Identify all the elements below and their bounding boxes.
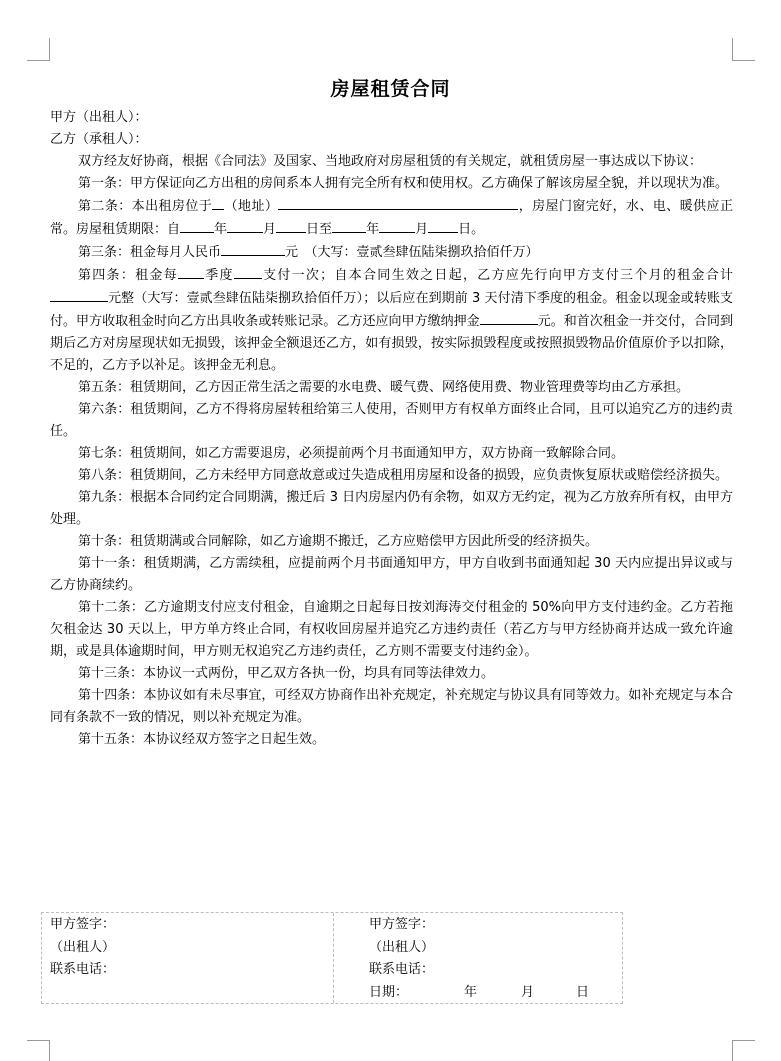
clause-4-text-c: 支付一次；自本合同生效之日起，乙方应先行向甲方支付三个月的租金合计	[261, 268, 733, 283]
blank	[212, 195, 224, 210]
address-blank	[278, 195, 518, 210]
signature-left-column	[50, 914, 115, 982]
clause-2-text-a: 第二条：本出租房位于	[78, 199, 213, 214]
blank	[178, 264, 204, 279]
intro-paragraph: 双方经友好协商，根据《合同法》及国家、当地政府对房屋租赁的有关规定，就租赁房屋一事达成以下协议：	[78, 154, 703, 169]
rent-amount-blank	[221, 241, 285, 256]
signature-right-column	[369, 914, 589, 1004]
party-b-line: 乙方（承租人）：	[50, 132, 148, 147]
left-role-label: （出租人）	[50, 939, 116, 955]
crop-mark-bottom-left	[27, 1040, 50, 1061]
clause-10: 第十条：租赁期满或合同解除，如乙方逾期不搬迁，乙方应赔偿甲方因此所受的经济损失。	[78, 534, 599, 549]
clause-3	[50, 241, 733, 264]
clause-9: 第九条：根据本合同约定合同期满，搬迁后 3 日内房屋内仍有余物，如双方无约定，视为乙方放弃所有权，由甲方处理。	[50, 490, 733, 527]
start-day-blank	[276, 218, 306, 233]
right-sign-label: 甲方签字：	[369, 917, 435, 932]
clause-4	[50, 264, 733, 377]
clause-2-text-c: ，房屋门窗完好，水、电、暖供应正常。房屋租赁期限：自	[50, 199, 733, 237]
blank	[234, 264, 262, 279]
clause-6: 第六条：租赁期间，乙方不得将房屋转租给第三人使用，否则甲方有权单方面终止合同，且可以追究乙方的违约责任。	[50, 402, 733, 439]
date-month-label: 月	[521, 984, 535, 1000]
clause-2-address-label: （地址）	[224, 199, 279, 214]
end-day-blank	[428, 218, 458, 233]
day-label: 日。	[458, 222, 485, 237]
clause-14: 第十四条：本协议如有未尽事宜，可经双方协商作出补充规定，补充规定与协议具有同等效力。如补充规定与本合同有条款不一致的情况，则以补充规定为准。	[50, 688, 733, 725]
year-label: 年	[214, 222, 228, 237]
month-label: 月	[263, 222, 277, 237]
clause-4-quarter: 季度	[203, 268, 234, 283]
clause-5: 第五条：租赁期间，乙方因正常生活之需要的水电费、暖气费、网络使用费、物业管理费等均由乙方承担。	[78, 380, 690, 395]
deposit-blank	[480, 310, 538, 325]
clause-3-text-b: 元 （大写：壹贰叁肆伍陆柒捌玖拾佰仟万）	[285, 245, 539, 260]
crop-mark-bottom-right	[732, 1040, 755, 1061]
left-phone-label: 联系电话：	[50, 962, 116, 977]
signature-table	[41, 912, 623, 1004]
end-month-blank	[379, 218, 415, 233]
start-year-blank	[180, 218, 214, 233]
clause-13: 第十三条：本协议一式两份，甲乙双方各执一份，均具有同等法律效力。	[78, 666, 495, 681]
end-year-blank	[332, 218, 366, 233]
contract-body	[50, 107, 733, 751]
clause-8: 第八条：租赁期间，乙方未经甲方同意故意或过失造成租用房屋和设备的损毁，应负责恢复原状或赔偿经济损失。	[78, 468, 729, 483]
date-year-label: 年	[464, 984, 478, 1000]
clause-7: 第七条：租赁期间，如乙方需要退房，必须提前两个月书面通知甲方，双方协商一致解除合同。	[78, 446, 625, 461]
clause-4-text-d: 元整（大写：壹贰叁肆伍陆柒捌玖拾佰仟万）；以后应在到期前 3 天付清下季度的租金。租金以现金或转账支付。甲方收取租金时向乙方出具收条或转账记录。乙方还应向甲方缴纳押金	[50, 291, 733, 329]
start-month-blank	[227, 218, 263, 233]
clause-4-text-a: 第四条：租金每	[78, 268, 178, 283]
signature-divider	[333, 913, 334, 1003]
date-label: 日期：	[369, 984, 409, 1000]
clause-3-text-a: 第三条：租金每月人民币	[78, 245, 222, 260]
total-rent-blank	[50, 287, 108, 302]
party-a-line: 甲方（出租人）：	[50, 110, 148, 125]
clause-11: 第十一条：租赁期满，乙方需续租，应提前两个月书面通知甲方，甲方自收到书面通知起 30 天内应提出异议或与乙方协商续约。	[50, 556, 733, 593]
date-line	[369, 982, 589, 1005]
crop-mark-top-left	[27, 38, 50, 61]
date-day-label: 日	[576, 984, 590, 1000]
clause-15: 第十五条：本协议经双方签字之日起生效。	[78, 732, 326, 747]
right-role-label: （出租人）	[369, 939, 435, 955]
right-phone-label: 联系电话：	[369, 962, 435, 977]
clause-12: 第十二条：乙方逾期支付应支付租金，自逾期之日起每日按刘海涛交付租金的 50%向甲方支付违约金。乙方若拖欠租金达 30 天以上，甲方单方终止合同，有权收回房屋并追究乙方违约责任（若乙方与甲方经协商并达成一致允许逾期，或是具体逾期时间，甲方则无权追究乙方违约责任，乙方则不需要支付违约金）。	[50, 600, 733, 659]
clause-2	[50, 195, 733, 241]
left-sign-label: 甲方签字：	[50, 917, 116, 932]
document-title: 房屋租赁合同	[330, 78, 451, 100]
year-label: 年	[366, 222, 380, 237]
month-label: 月	[415, 222, 429, 237]
crop-mark-top-right	[732, 38, 755, 61]
day-to-label: 日至	[306, 222, 333, 237]
clause-4-text-e: 元。和首次租金一并交付，合同到期后乙方对房屋现状如无损毁，该押金全额退还乙方，如有损毁，按实际损毁程度或按照损毁物品价值原价予以扣除，不足的，乙方予以补足。该押金无利息。	[50, 314, 733, 373]
clause-1: 第一条：甲方保证向乙方出租的房间系本人拥有完全所有权和使用权。乙方确保了解该房屋全貌，并以现状为准。	[78, 176, 729, 191]
